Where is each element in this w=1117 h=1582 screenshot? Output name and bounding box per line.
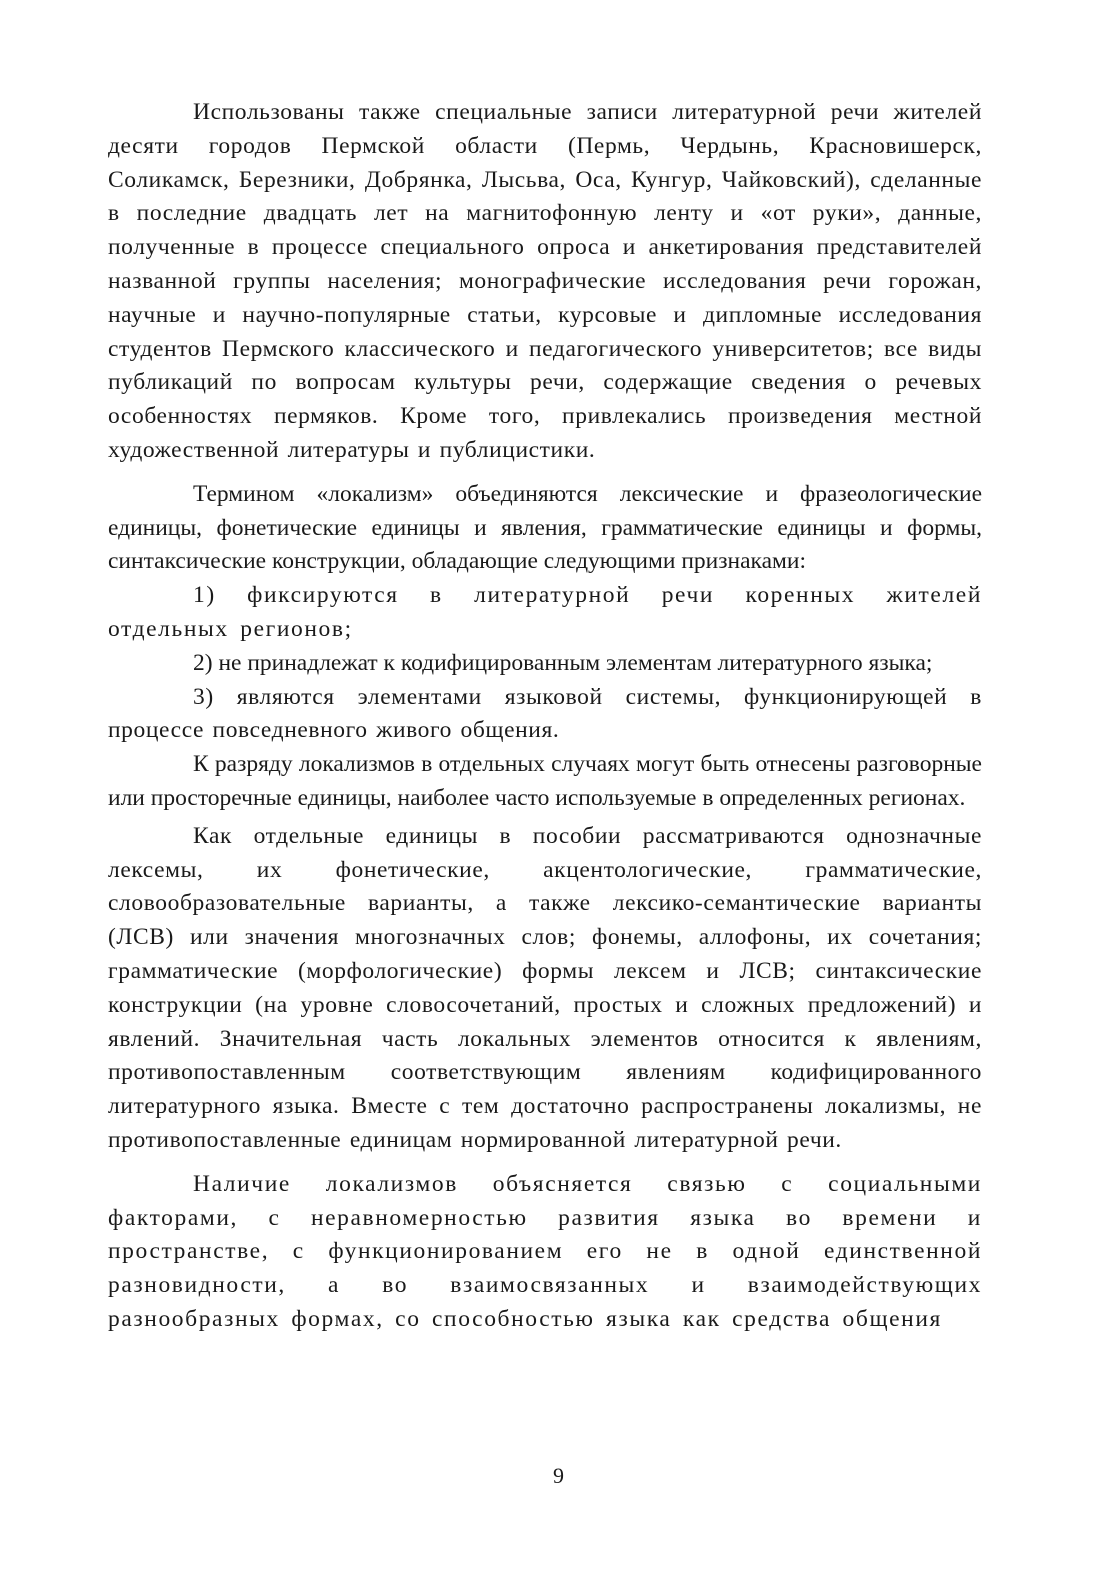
page-number: 9	[553, 1463, 564, 1488]
paragraph-colloquial: К разряду локализмов в отдельных случаях могут быть отнесены разговорные или просторечные единицы, наиболее часто используемые в определенных регионах.	[108, 751, 982, 811]
paragraph-definition: Термином «локализм» объединяются лексические и фразеологические единицы, фонетические единицы и явления, грамматические единицы и формы, синтаксические конструкции, обладающие следующими признаками:	[108, 480, 982, 575]
list-item-1: 1) фиксируются в литературной речи коренных жителей отдельных регионов;	[108, 582, 982, 642]
page-body	[108, 96, 982, 1337]
list-item-3: 3) являются элементами языковой системы, функционирующей в процессе повседневного живого общения.	[108, 683, 982, 744]
paragraph-causes: Наличие локализмов объясняется связью с социальными факторами, с неравномерностью развития языка во времени и пространстве, с функционированием его не в одной единственной разновидности, а во взаимосвязанных и взаимодействующих разнообразных формах, со способностью языка как средства общения	[108, 1170, 982, 1332]
list-item-2: 2) не принадлежат к кодифицированным элементам литературного языка;	[193, 649, 933, 676]
paragraph-units: Как отдельные единицы в пособии рассматриваются однозначные лексемы, их фонетические, акцентологические, грамматические, словообразовательные варианты, а также лексико-семантические варианты (ЛСВ) или значения многозначных слов; фонемы, аллофоны, их сочетания; грамматические (морфологические) формы лексем и ЛСВ; синтаксические конструкции (на уровне словосочетаний, простых и сложных предложений) и явлений. Значительная часть локальных элементов относится к явлениям, противопоставленным соответствующим явлениям кодифицированного литературного языка. Вместе с тем достаточно распространены локализмы, не противопоставленные единицам нормированной литературной речи.	[108, 822, 982, 1153]
paragraph-sources: Использованы также специальные записи литературной речи жителей десяти городов Пермской области (Пермь, Чердынь, Красновишерск, Соликамск, Березники, Добрянка, Лысьва, Оса, Кунгур, Чайковский), сделанные в последние двадцать лет на магнитофонную ленту и «от руки», данные, полученные в процессе специального опроса и анкетирования представителей названной группы населения; монографические исследования речи горожан, научные и научно-популярные статьи, курсовые и дипломные исследования студентов Пермского классического и педагогического университетов; все виды публикаций по вопросам культуры речи, содержащие сведения о речевых особенностях пермяков. Кроме того, привлекались произведения местной художественной литературы и публицистики.	[108, 99, 982, 463]
